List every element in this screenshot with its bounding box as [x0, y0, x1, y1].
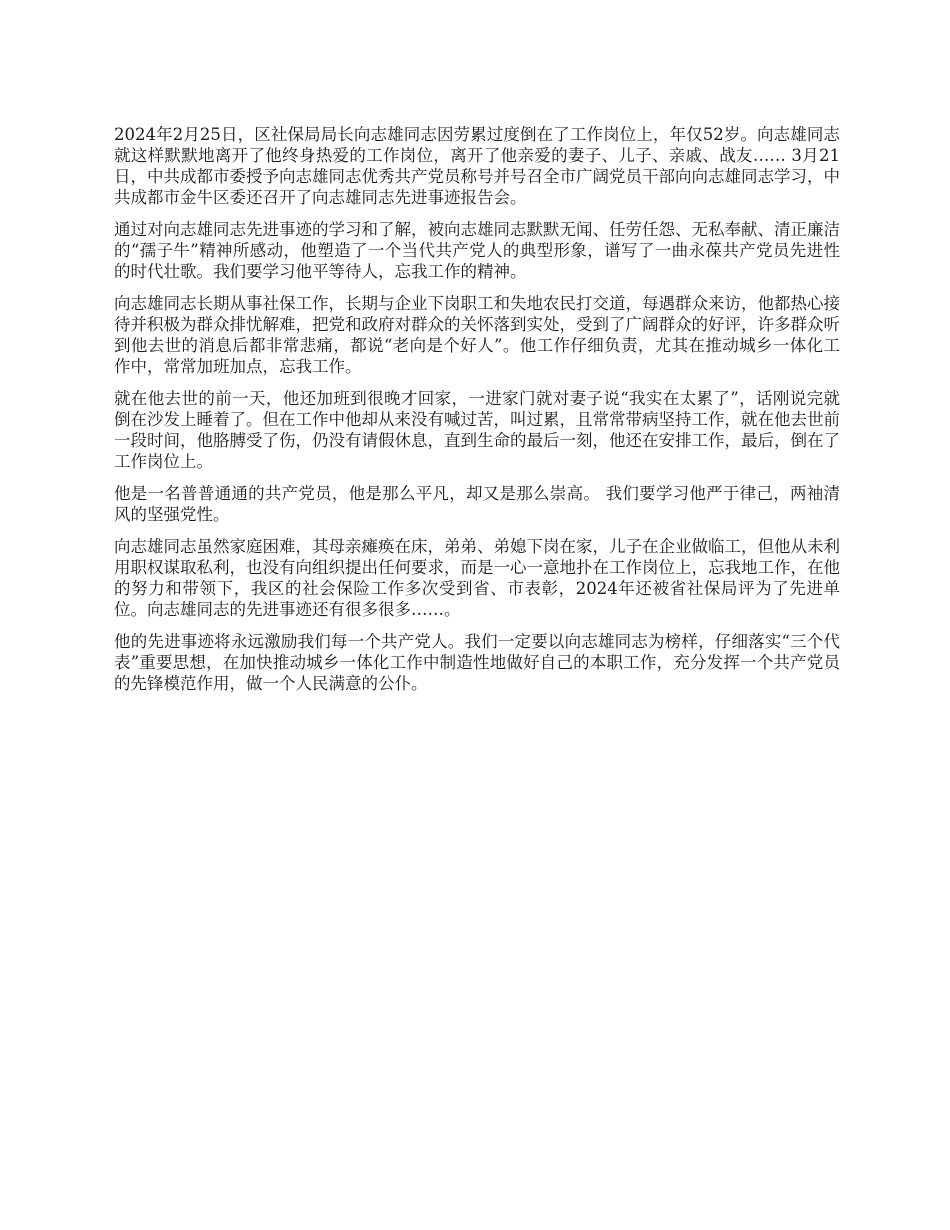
paragraph-7: 他的先进事迹将永远激励我们每一个共产党人。我们一定要以向志雄同志为榜样，仔细落实“三个代表”重要思想，在加快推动城乡一体化工作中制造性地做好自己的本职工作，充分发挥一个共产党员的先锋模范作用，做一个人民满意的公仆。	[114, 632, 840, 693]
paragraph-4: 就在他去世的前一天，他还加班到很晚才回家，一进家门就对妻子说“我实在太累了”，话刚说完就倒在沙发上睡着了。但在工作中他却从来没有喊过苦，叫过累，且常常带病坚持工作，就在他去世前一段时间，他胳膊受了伤，仍没有请假休息，直到生命的最后一刻，他还在安排工作，最后，倒在了工作岗位上。	[114, 389, 840, 471]
paragraph-2: 通过对向志雄同志先进事迹的学习和了解，被向志雄同志默默无闻、任劳任怨、无私奉献、清正廉洁的“孺子牛”精神所感动，他塑造了一个当代共产党人的典型形象，谱写了一曲永葆共产党员先进性的时代壮歌。我们要学习他平等待人，忘我工作的精神。	[114, 220, 840, 281]
document-body	[114, 124, 840, 705]
paragraph-1: 2024年2月25日，区社保局局长向志雄同志因劳累过度倒在了工作岗位上，年仅52岁。向志雄同志就这样默默地离开了他终身热爱的工作岗位，离开了他亲爱的妻子、儿子、亲戚、战友…… 3月21日，中共成都市委授予向志雄同志优秀共产党员称号并号召全市广阔党员干部向向志雄同志学习，中共成都市金牛区委还召开了向志雄同志先进事迹报告会。	[114, 125, 840, 207]
paragraph-5: 他是一名普普通通的共产党员，他是那么平凡，却又是那么崇高。 我们要学习他严于律己，两袖清风的坚强党性。	[114, 484, 840, 524]
paragraph-6: 向志雄同志虽然家庭困难，其母亲瘫痪在床，弟弟、弟媳下岗在家，儿子在企业做临工，但他从未利用职权谋取私利，也没有向组织提出任何要求，而是一心一意地扑在工作岗位上，忘我地工作，在他的努力和带领下，我区的社会保险工作多次受到省、市表彰，2024年还被省社保局评为了先进单位。向志雄同志的先进事迹还有很多很多……。	[114, 537, 840, 619]
paragraph-3: 向志雄同志长期从事社保工作，长期与企业下岗职工和失地农民打交道，每遇群众来访，他都热心接待并积极为群众排忧解难，把党和政府对群众的关怀落到实处，受到了广阔群众的好评，许多群众听到他去世的消息后都非常悲痛，都说“老向是个好人”。他工作仔细负责，尤其在推动城乡一体化工作中，常常加班加点，忘我工作。	[114, 294, 840, 376]
